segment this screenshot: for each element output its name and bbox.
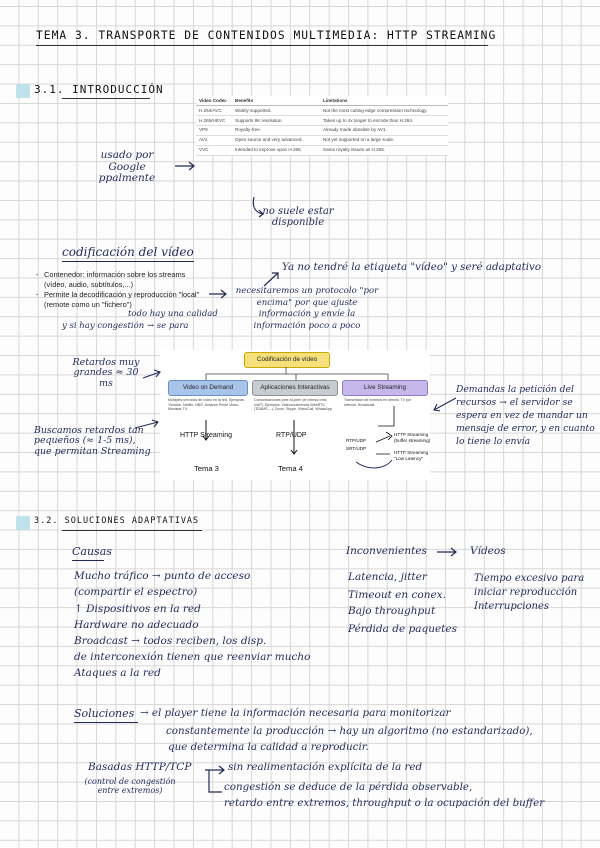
video-item: Interrupciones — [474, 601, 550, 612]
causas-underline — [72, 560, 104, 561]
congestion-line: retardo entre extremos, throughput o la ocupación del buffer — [224, 797, 545, 809]
table-cell: H.265/HEVC — [196, 115, 232, 125]
soluciones-line: → el player tiene la información necesaria para monitorizar — [140, 707, 451, 719]
proto-live-http: HTTP Streaming (buffer streaming) — [394, 432, 431, 443]
note-calidad: todo hay una calidad — [128, 309, 218, 319]
proto-live-rtp: RTP/UDP — [346, 438, 367, 443]
videos-title: Vídeos — [470, 545, 506, 557]
bullet-text: Contenedor: información sobre los streams (vídeo, audio, subtítulos,...) — [44, 270, 186, 289]
table-cell: Already made obsolete by AV1. — [320, 125, 448, 135]
note-recursos: Demandas la petición del recursos → el servidor se espera en vez de mandar un mensaje de error, y en cuanto lo tiene lo envía — [456, 384, 595, 447]
heading-underline-2 — [62, 530, 202, 531]
congestion-line: congestión se deduce de la pérdida observable, — [224, 781, 473, 793]
table-cell: Intended to improve upon H.265. — [232, 145, 320, 155]
inconv-item: Timeout en conex. — [348, 589, 446, 601]
video-diagram — [160, 350, 430, 480]
table-row — [196, 135, 448, 145]
inconv-item: Latencia, jitter — [348, 571, 427, 583]
table-header: Benefits — [232, 96, 320, 106]
arrow-buscamos — [134, 418, 162, 432]
title-underline — [36, 45, 488, 46]
control-note: (control de congestión entre extremos) — [84, 777, 176, 795]
node-live: Live Streaming — [342, 380, 428, 396]
section-heading-1: 3.1. INTRODUCCIÓN — [34, 83, 164, 96]
proto-live-srt: SRT/UDP — [346, 446, 367, 451]
table-cell: AV1 — [196, 135, 232, 145]
soluciones-line: constantemente la producción → hay un algoritmo (no estandarizado), — [166, 725, 533, 737]
desc-interactivas: Comunicaciones peer-to-peer (en tiempo real, VoIP). Ejemplos: Videoconferencia WebRTC (TEAMS,...), Zoom, Skype, VideoCall, WhatsApp — [254, 398, 332, 412]
table-header-row — [196, 96, 448, 106]
desc-live: Transmisión de eventos en directo. Tv por Internet. Broadcast. — [344, 398, 411, 407]
bullet-dash: - — [36, 270, 39, 279]
basadas-title: Basadas HTTP/TCP — [88, 761, 192, 773]
arrow-to-protocolo — [208, 288, 230, 300]
inconv-item: Bajo throughput — [348, 605, 436, 617]
causa-item: Broadcast → todos reciben, los disp. — [74, 635, 267, 647]
proto-rtp: RTP/UDP — [276, 432, 307, 439]
video-item: iniciar reproducción — [474, 587, 578, 598]
arrow-retardos — [142, 368, 164, 382]
codificacion-title: codificación del vídeo — [62, 245, 194, 259]
note-nosuele: no suele estar disponible — [262, 206, 334, 228]
heading-underline-1 — [62, 98, 150, 99]
desc-vod: Múltiples servicios de vídeo en la red. Ejemplos: Youtube, Netflix, HBO, Amazon Prime Video, Movistar TV. — [168, 398, 245, 412]
arrow-inconv-videos — [436, 546, 460, 558]
video-item: Tiempo excesivo para — [474, 573, 585, 584]
table-cell: Open source and very advanced. — [232, 135, 320, 145]
causa-item: ↑ Dispositivos en la red — [74, 603, 201, 615]
table-cell: Supports 8K resolution. — [232, 115, 320, 125]
causa-item: (compartir el espectro) — [74, 586, 198, 598]
table-cell: Not yet supported on a large scale. — [320, 135, 448, 145]
note-protocolo: necesitaremos un protocolo "por encima" por que ajuste información y envíe la información poco a poco — [235, 286, 379, 331]
table-row — [196, 125, 448, 135]
note-congestion: y si hay congestión → se para — [62, 321, 189, 331]
codec-table — [196, 96, 448, 156]
bullet-dash: - — [36, 290, 39, 299]
proto-http: HTTP Streaming — [180, 432, 232, 439]
inconvenientes-title: Inconvenientes — [346, 545, 427, 557]
table-cell: Same royalty issues as H.265. — [320, 145, 448, 155]
soluciones-underline — [74, 722, 138, 723]
note-google: usado por Google ppalmente — [98, 149, 156, 185]
section-marker-1 — [16, 84, 30, 98]
bullet-permite — [36, 290, 202, 310]
causa-item: Ataques a la red — [74, 667, 161, 679]
section-marker-2 — [16, 516, 30, 530]
table-cell: H.264/AVC — [196, 106, 232, 116]
note-retardos: Retardos muy grandes ≈ 30 ms — [72, 357, 140, 389]
table-header: Video Codec — [196, 96, 232, 106]
table-row — [196, 115, 448, 125]
bullet-text: Permite la decodificación y reproducción "local" (remote como un "fichero") — [44, 290, 200, 309]
proto-live-ll: HTTP Streaming "Low Latency" — [394, 450, 429, 461]
diagram-connectors — [160, 350, 430, 480]
inconv-item: Pérdida de paquetes — [348, 623, 457, 635]
tema3-label: Tema 3 — [194, 464, 219, 473]
page-title: TEMA 3. TRANSPORTE DE CONTENIDOS MULTIMEDIA: HTTP STREAMING — [36, 29, 497, 42]
table-cell: Royalty-free. — [232, 125, 320, 135]
table-cell: VVC — [196, 145, 232, 155]
section-heading-2: 3.2. SOLUCIONES ADAPTATIVAS — [34, 516, 200, 526]
codificacion-underline — [62, 261, 194, 262]
causas-title: Causas — [72, 545, 112, 558]
causa-item: de interconexión tienen que reenviar mucho — [74, 651, 311, 663]
node-interactivas: Aplicaciones Interactivas — [252, 380, 338, 396]
table-cell: Takes up to 4x longer to encode than H.264. — [320, 115, 448, 125]
table-row — [196, 106, 448, 116]
causa-item: Mucho tráfico → punto de acceso — [74, 570, 251, 582]
soluciones-title: Soluciones — [74, 707, 135, 720]
causa-item: Hardware no adecuado — [74, 619, 199, 631]
note-buscamos: Buscamos retardos tan pequeños (≈ 1-5 ms), que permitan Streaming — [34, 425, 151, 457]
table-row — [196, 145, 448, 155]
table-cell: Not the most cutting-edge compression technology. — [320, 106, 448, 116]
soluciones-line: que determina la calidad a reproducir. — [168, 741, 369, 753]
tema4-label: Tema 4 — [278, 464, 303, 473]
note-etiqueta: Ya no tendré la etiqueta "vídeo" y seré adaptativo — [282, 261, 542, 273]
sin-realimentacion: sin realimentación explícita de la red — [228, 761, 423, 773]
table-cell: Widely supported. — [232, 106, 320, 116]
table-cell: VP9 — [196, 125, 232, 135]
node-vod: Video on Demand — [168, 380, 248, 396]
node-codificacion: Codificación de vídeo — [244, 352, 330, 368]
arrow-to-vp9 — [174, 160, 198, 172]
arrow-recursos — [430, 396, 458, 414]
bullet-contenedor — [36, 270, 202, 290]
table-header: Limitations — [320, 96, 448, 106]
